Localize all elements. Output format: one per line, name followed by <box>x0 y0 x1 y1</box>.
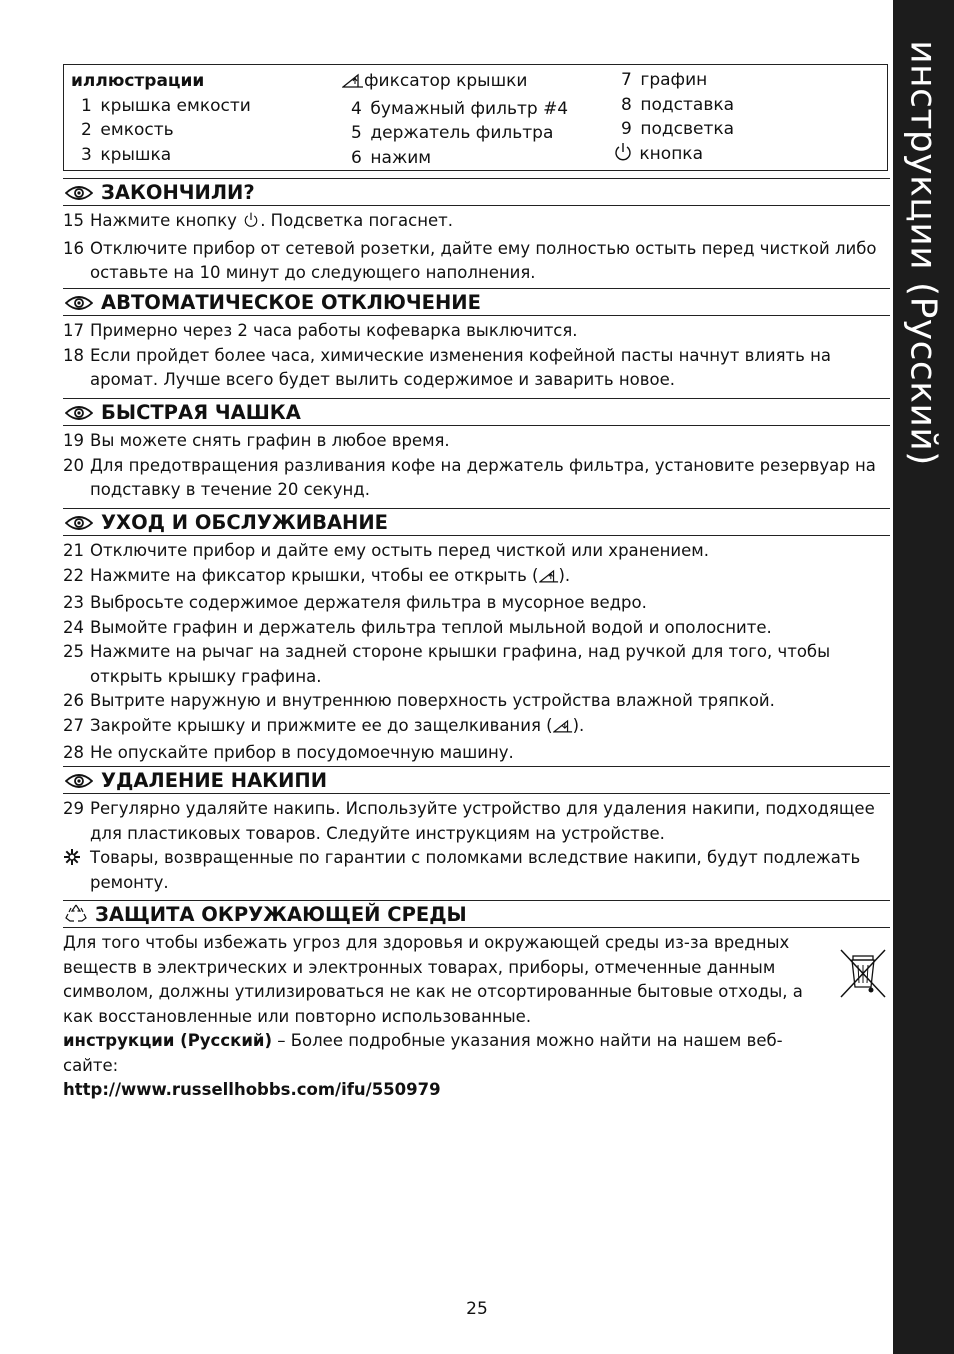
power-icon <box>242 211 260 237</box>
list-item: 18 Если пройдет более часа, химические изменения кофейной пасты начнут влиять на аромат. Лучше всего будет вылить содержимое и заварить новое. <box>63 345 832 389</box>
list-item: 22 Нажмите на фиксатор крышки, чтобы ее открыть ( ). <box>63 564 890 592</box>
sidebar-language-label: инструкции (Русский) <box>902 40 944 466</box>
legend-item: 7 графин <box>621 70 708 90</box>
section-quick-cup <box>63 398 890 503</box>
legend-column-1 <box>71 69 251 167</box>
section-heading: БЫСТРАЯ ЧАШКА <box>63 398 890 426</box>
legend-column-2 <box>342 69 568 170</box>
section-heading: ЗАКОНЧИЛИ? <box>63 178 890 206</box>
lid-lock-icon <box>342 71 364 97</box>
list-item: 17 Примерно через 2 часа работы кофеварка выключится. <box>63 321 578 340</box>
legend-item: 1 крышка емкости <box>81 95 251 116</box>
warning-star-icon <box>63 846 81 871</box>
legend-item: 4 бумажный фильтр #4 <box>351 98 569 119</box>
eye-icon <box>65 769 93 797</box>
legend-item: 2 емкость <box>81 120 174 140</box>
legend-item: 3 крышка <box>81 144 172 165</box>
legend-item: кнопка <box>612 142 734 170</box>
eye-icon <box>65 291 93 319</box>
illustrations-legend <box>63 64 888 171</box>
legend-title: иллюстрации <box>71 71 205 91</box>
list-item: 15 Нажмите кнопку . Подсветка погаснет. <box>63 209 890 237</box>
website-link[interactable]: http://www.russellhobbs.com/ifu/550979 <box>63 1080 441 1099</box>
list-item: 16 Отключите прибор от сетевой розетки, дайте ему полностью остыть перед чисткой либо оставьте на 10 минут до следующего наполнения. <box>63 238 877 282</box>
list-item: 26 Вытрите наружную и внутреннюю поверхность устройства влажной тряпкой. <box>63 691 775 710</box>
more-info-line: инструкции (Русский) – Более подробные указания можно найти на нашем веб-сайте: <box>63 1031 783 1075</box>
section-heading: УДАЛЕНИЕ НАКИПИ <box>63 766 890 794</box>
section-environment <box>63 900 890 1103</box>
list-item: 19 Вы можете снять графин в любое время. <box>63 431 450 450</box>
crossed-bin-icon <box>837 947 889 1003</box>
list-item: 23 Выбросьте содержимое держателя фильтра в мусорное ведро. <box>63 593 647 612</box>
environment-text: Для того чтобы избежать угроз для здоровья и окружающей среды из-за вредных веществ в электрических и электронных товарах, приборы, отмеченные данным символом, должны утилизироваться не как не отсортированные бытовые отходы, а как восстановленные или повторно использованные. <box>63 933 803 1026</box>
eye-icon <box>65 511 93 539</box>
lid-lock-icon <box>539 567 559 592</box>
legend-item: 9 подсветка <box>621 119 735 139</box>
power-icon <box>612 142 634 170</box>
section-auto-off <box>63 288 890 393</box>
page-number: 25 <box>466 1299 488 1319</box>
list-item: 24 Вымойте графин и держатель фильтра теплой мыльной водой и ополосните. <box>63 617 772 637</box>
section-care <box>63 508 890 766</box>
legend-item: 6 нажим <box>351 147 432 168</box>
legend-item: 8 подставка <box>621 94 735 115</box>
section-heading: ЗАЩИТА ОКРУЖАЮЩЕЙ СРЕДЫ <box>63 900 890 928</box>
list-item: 21 Отключите прибор и дайте ему остыть перед чисткой или хранением. <box>63 541 709 560</box>
legend-item: 5 держатель фильтра <box>351 123 554 143</box>
eye-icon <box>65 401 93 429</box>
list-item: 29 Регулярно удаляйте накипь. Используйте устройство для удаления накипи, подходящее для пластиковых товаров. Следуйте инструкциям на устройстве. <box>63 799 875 843</box>
warning-item: Товары, возвращенные по гарантии с поломками вследствие накипи, будут подлежать ремонту. <box>63 846 890 895</box>
list-item: 20 Для предотвращения разливания кофе на держатель фильтра, установите резервуар на подставку в течение 20 секунд. <box>63 455 876 499</box>
recycle-icon <box>65 903 87 931</box>
list-item: 25 Нажмите на рычаг на задней стороне крышки графина, над ручкой для того, чтобы открыть крышку графина. <box>63 642 831 686</box>
section-heading: УХОД И ОБСЛУЖИВАНИЕ <box>63 508 890 536</box>
section-finished <box>63 178 890 286</box>
lid-close-icon <box>553 717 573 742</box>
section-heading: АВТОМАТИЧЕСКОЕ ОТКЛЮЧЕНИЕ <box>63 288 890 316</box>
list-item: 28 Не опускайте прибор в посудомоечную машину. <box>63 743 514 762</box>
legend-item: фиксатор крышки <box>342 69 568 97</box>
list-item: 27 Закройте крышку и прижмите ее до защелкивания ( ). <box>63 714 890 742</box>
legend-column-3 <box>612 68 734 169</box>
eye-icon <box>65 181 93 209</box>
section-descale <box>63 766 890 895</box>
